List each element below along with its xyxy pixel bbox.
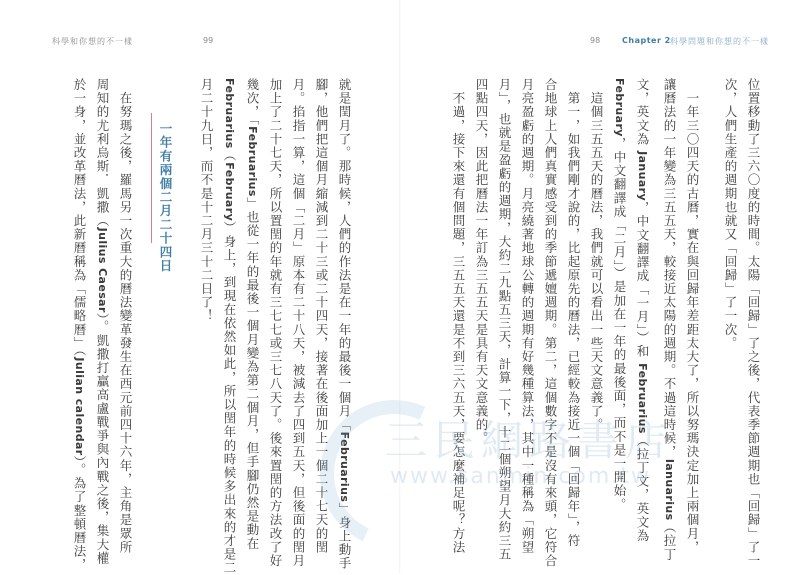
- text-column: 位置移動了三六〇度的時間。太陽「回歸」了之後，代表季節週期也「回歸」了一: [746, 78, 761, 568]
- right-running-title: 科學問題和你想的不一樣: [670, 37, 769, 46]
- text-column: 就是閏月了。那時候，人們的作法是在一年的最後一個月「Februarius」身上動手: [337, 78, 352, 571]
- text-column: 周知的尤利烏斯．凱撒（Julius Caesar）。凱撒打贏高盧戰爭與內戰之後，集大權: [95, 78, 110, 565]
- text-column: 文，英文為 January，中文翻譯成「一月」）和 Februarius（拉丁文，英文為: [635, 78, 650, 543]
- text-column: 月亮盈虧的週期。月亮繞著地球公轉的週期有好幾種算法，其中一種稱為「朔望: [520, 78, 535, 554]
- text-column: Februarius（February）身上，到現在依然如此，所以閏年的時候多出來的才是二: [222, 78, 237, 575]
- right-page-number: 98: [590, 36, 601, 45]
- text-column: 第一，如我們剛才說的，比起原先的曆法，已經較為接近一個「回歸年」，符: [566, 78, 581, 548]
- text-column: 月」，也就是盈虧的週期，大約二九點五三天，計算一下，十二個朔望月大約三五: [497, 78, 512, 562]
- text-column: 四點四天，因此把曆法一年訂為三五五天是具有天文意義的。: [474, 78, 489, 446]
- text-column: 一年三〇四天的古曆，實在與回歸年差距太大了，所以努瑪決定加上兩個月，: [685, 78, 700, 554]
- section-heading-rule: [151, 113, 152, 243]
- left-running-title: 科學和你想的不一樣: [52, 37, 133, 46]
- text-column: 月。掐指一算，這個「二月」原本有二十八天，被減去了四到五天，但後面的閏月: [291, 78, 306, 568]
- text-column: 腳，他們把這個月縮減到二十三或二十四天，接著在後面加上一個二十七天的閏: [314, 78, 329, 554]
- text-column: February，中文翻譯成「二月」）是加在一年的最後面，而不是一開始。: [612, 78, 627, 512]
- text-column: 這個三五五天的曆法，我們就可以看出一些天文意義了。: [589, 78, 604, 432]
- text-column: 幾次，「Februarius」也從一年的最後一個月變為第二個月，但手腳仍然是動在: [245, 78, 260, 551]
- text-column: 在努瑪之後，羅馬另一次重大的曆法變革發生在西元前四十六年，主角是眾所: [118, 78, 133, 554]
- section-heading: 一年有兩個二月二十四日: [158, 122, 173, 273]
- chapter-label: Chapter 2: [622, 36, 671, 45]
- watermark-text: 三民網路書店: [385, 416, 674, 465]
- text-column: 於一身，並改革曆法，此新曆稱為「儒略曆」（Julian calendar）。為了整頓曆法，: [72, 78, 87, 572]
- text-column: 次，人們生產的週期也就又「回歸」了一次。: [723, 78, 738, 350]
- watermark-url: www.sanmin.com.tw: [390, 464, 651, 489]
- book-gutter: [399, 0, 401, 573]
- text-column: 月二十九日，而不是十二月三十二日了！: [199, 78, 214, 323]
- text-column: 讓曆法的一年變為三五五天，較接近太陽的週期。不過這時候，Ianuarius（拉丁: [662, 78, 677, 562]
- left-page-number: 99: [203, 36, 214, 45]
- text-column: 合地球上人們真實感受到的季節遞嬗週期。第二，這個數字不是沒有來頭，它符合: [543, 78, 558, 568]
- text-column: 加上了二十七天，所以置閏的年就有三七七或三七八天了。後來置閏的方法改了好: [268, 78, 283, 568]
- text-column: 不過，接下來還有個問題，三五五天還是不到三六五天，要怎麼補足呢？方法: [451, 78, 466, 554]
